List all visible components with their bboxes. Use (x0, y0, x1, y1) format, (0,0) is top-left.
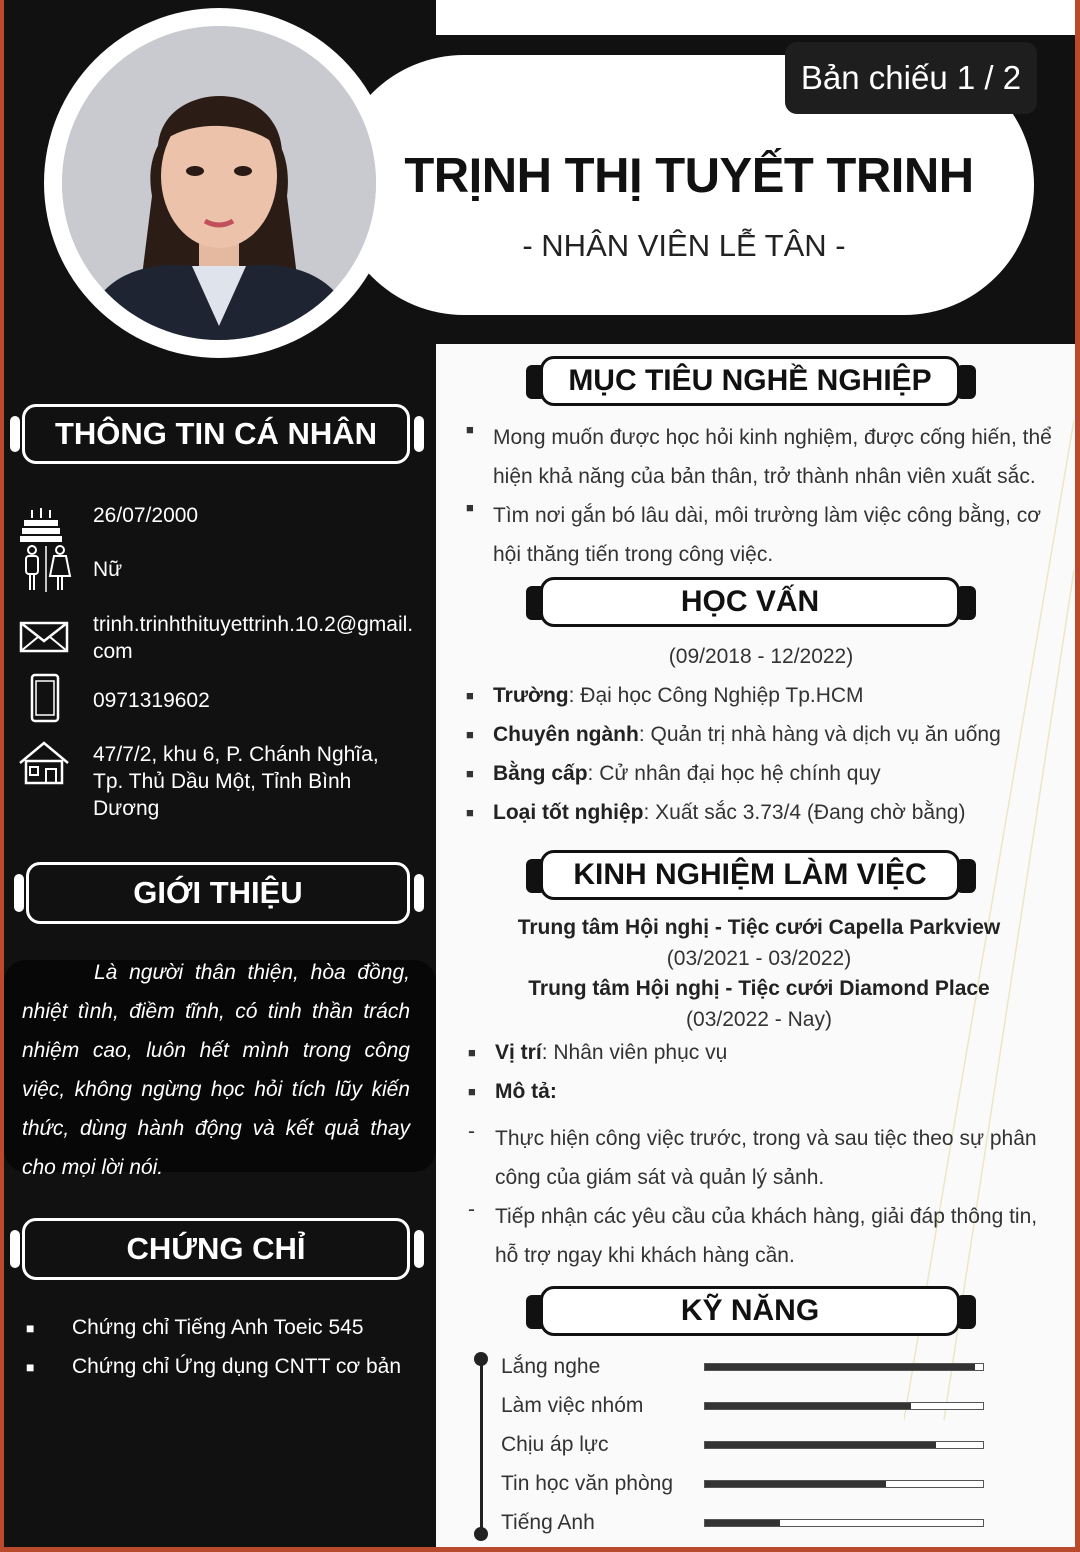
phone-icon (18, 673, 74, 725)
education-period: (09/2018 - 12/2022) (668, 645, 854, 668)
career-goal-title: MỤC TIÊU NGHỀ NGHIỆP (540, 356, 960, 406)
bullet-icon: ■ (466, 805, 474, 820)
certificates-title: CHỨNG CHỈ (126, 1231, 306, 1266)
candidate-name: TRỊNH THỊ TUYẾT TRINH (404, 149, 974, 203)
bullet-icon: ■ (466, 766, 474, 781)
career-goal-line: hội thăng tiến trong công việc. (493, 543, 774, 566)
description-label: Mô tả: (495, 1080, 557, 1103)
skill-label: Lắng nghe (501, 1355, 601, 1378)
skill-bar-fill (705, 1520, 780, 1526)
position-label: Vị trí (495, 1041, 542, 1064)
certificates-heading (22, 1218, 410, 1280)
address-line-3: Dương (93, 797, 160, 820)
skill-label: Chịu áp lực (501, 1433, 609, 1456)
education-item (493, 801, 965, 825)
education-item (493, 684, 864, 708)
skill-bar (704, 1363, 984, 1371)
house-icon (18, 741, 74, 793)
description-line: Thực hiện công việc trước, trong và sau tiệc theo sự phân (495, 1127, 1037, 1150)
gender-icon (18, 544, 74, 596)
introduction-title: GIỚI THIỆU (133, 875, 303, 910)
description-item-1 (495, 1119, 1037, 1197)
experience-heading (526, 850, 976, 900)
email-line-1: trinh.trinhthituyettrinh.10.2@gmail. (93, 613, 414, 636)
heading-tab (414, 416, 424, 452)
email-line-2: com (93, 640, 133, 663)
introduction-text: Là người thân thiện, hòa đồng, nhiệt tình, điềm tĩnh, có tinh thần trách nhiệm cao, luôn hết mình trong công việc, không ngừng học hỏi tích lũy kiến thức, dùng hành động và kết quả thay cho mọi lời nói. (22, 961, 410, 1179)
description-line: hỗ trợ ngay khi khách hàng cần. (495, 1244, 795, 1267)
skill-bar (704, 1441, 984, 1449)
career-goal-line: Tìm nơi gắn bó lâu dài, môi trường làm việc công bằng, cơ (493, 504, 1041, 527)
introduction-heading (26, 862, 410, 924)
address-line-2: Tp. Thủ Dầu Một, Tỉnh Bình (93, 770, 352, 793)
career-goal-line: hiện khả năng của bản thân, trở thành nhân viên xuất sắc. (493, 465, 1036, 488)
career-goal-line: Mong muốn được học hỏi kinh nghiệm, được cống hiến, thể (493, 426, 1052, 449)
skills-title: KỸ NĂNG (540, 1286, 960, 1336)
bullet-icon: ■ (468, 1084, 476, 1099)
heading-tab (14, 874, 24, 912)
education-heading (526, 577, 976, 627)
profile-photo (62, 26, 376, 340)
heading-tab (414, 1230, 424, 1268)
education-label: Loại tốt nghiệp (493, 801, 644, 824)
position-line (495, 1041, 727, 1065)
bullet-icon: ■ (466, 422, 474, 437)
skill-label: Làm việc nhóm (501, 1394, 644, 1417)
company-1: Trung tâm Hội nghị - Tiệc cưới Capella Parkview (517, 916, 1001, 939)
skill-bar-fill (705, 1403, 911, 1409)
skill-bar-fill (705, 1442, 936, 1448)
skills-timeline (480, 1358, 483, 1534)
bullet-icon: ■ (466, 688, 474, 703)
heading-tab (414, 874, 424, 912)
company-2: Trung tâm Hội nghị - Tiệc cưới Diamond Place (528, 977, 990, 1000)
education-value: : Xuất sắc 3.73/4 (Đang chờ bằng) (643, 801, 966, 824)
skill-bar (704, 1402, 984, 1410)
mail-icon (18, 615, 74, 667)
career-goal-heading (526, 356, 976, 406)
education-value: : Quản trị nhà hàng và dịch vụ ăn uống (638, 723, 1001, 746)
timeline-dot (474, 1527, 488, 1541)
bullet-icon: ■ (26, 1320, 35, 1336)
personal-info-title: THÔNG TIN CÁ NHÂN (54, 416, 378, 451)
education-title: HỌC VẤN (540, 577, 960, 627)
education-label: Chuyên ngành (493, 723, 639, 746)
skill-bar-fill (705, 1481, 886, 1487)
education-value: : Đại học Công Nghiệp Tp.HCM (568, 684, 864, 707)
career-goal-item-2 (493, 496, 1041, 574)
description-item-2 (495, 1197, 1037, 1275)
personal-info-heading (22, 404, 410, 464)
dash-bullet: - (468, 1120, 475, 1143)
bullet-icon: ■ (468, 1045, 476, 1060)
education-label: Trường (493, 684, 569, 707)
address-value (93, 741, 433, 822)
education-value: : Cử nhân đại học hệ chính quy (587, 762, 881, 785)
bullet-icon: ■ (466, 727, 474, 742)
bullet-icon: ■ (26, 1359, 35, 1375)
education-item (493, 723, 1001, 747)
skills-heading (526, 1286, 976, 1336)
gender-value: Nữ (93, 558, 123, 581)
resume-page: Bản chiếu 1 / 2 TRỊNH THỊ TUYẾT TRINH - NHÂN VIÊN LỄ TÂN - THÔNG TIN CÁ NHÂN 26/07/2000 Nữ trinh.trinhthituyettrinh.10.2@gmail. com 0971319602 47/7/2, khu 6, P. Chánh Nghĩa, Tp. Thủ Dầu Một, Tỉnh Bình Dương GIỚI THIỆU Là người thân thiện, hòa đồng, nhiệt tình, điềm tĩnh, có tinh thần trách nhiệm cao, luôn hết mình trong công việc, không ngừng học hỏi tích lũy kiến thức, dùng hành động và kết quả thay cho mọi lời nói. CHỨNG CHỈ ■ Chứng chỉ Tiếng Anh Toeic 545 ■ Chứng chỉ Ứng dụng CNTT cơ bản MỤC TIÊU NGHỀ NGHIỆP ■ Mong muốn được học hỏi kinh nghiệm, được cống hiến, thể hiện khả năng của bản thân, trở thành nhân viên xuất sắc. ■ Tìm nơi gắn bó lâu dài, môi trường làm việc công bằng, cơ hội thăng tiến trong công việc. HỌC VẤN (09/2018 - 12/2022) ■ Trường: Đại học Công Nghiệp Tp.HCM ■ Chuyên ngành: Quản trị nhà hàng và dịch vụ ăn uống ■ Bằng cấp: Cử nhân đại học hệ chính quy ■ Loại tốt nghiệp: Xuất sắc 3.73/4 (Đang chờ bằng) KINH NGHIỆM LÀM VIỆC Trung tâm Hội nghị - Tiệc cưới Capella Parkview (03/2021 - 03/2022) Trung tâm Hội nghị - Tiệc cưới Diamond Place (03/2022 - Nay) ■ Vị trí: Nhân viên phục vụ ■ Mô tả: - Thực hiện công việc trước, trong và sau tiệc theo sự phân công của giám sát và quản lý sảnh. - Tiếp nhận các yêu cầu của khách hàng, giải đáp thông tin, hỗ trợ ngay khi khách hàng cần. KỸ NĂNG Lắng nghe Làm việc nhóm Chịu áp lực Tin học văn phòng Tiếng Anh (4, 0, 1075, 1547)
description-line: công của giám sát và quản lý sảnh. (495, 1166, 825, 1189)
skill-bar-fill (705, 1364, 975, 1370)
position-value: : Nhân viên phục vụ (541, 1041, 728, 1064)
heading-tab (10, 1230, 20, 1268)
dash-bullet: - (468, 1198, 475, 1221)
job-title: - NHÂN VIÊN LỄ TÂN - (522, 228, 846, 263)
skill-label: Tin học văn phòng (501, 1472, 674, 1495)
birthday-value: 26/07/2000 (93, 504, 199, 527)
career-goal-item-1 (493, 418, 1052, 496)
email-value[interactable] (93, 611, 433, 665)
skill-label: Tiếng Anh (501, 1511, 595, 1534)
bullet-icon: ■ (466, 500, 474, 515)
education-label: Bằng cấp (493, 762, 588, 785)
top-band (436, 0, 1075, 35)
period-2: (03/2022 - Nay) (686, 1008, 832, 1031)
experience-title: KINH NGHIỆM LÀM VIỆC (540, 850, 960, 900)
skill-bar (704, 1519, 984, 1527)
slide-indicator: Bản chiếu 1 / 2 (785, 42, 1037, 114)
address-line-1: 47/7/2, khu 6, P. Chánh Nghĩa, (93, 743, 379, 766)
skill-bar (704, 1480, 984, 1488)
heading-tab (10, 416, 20, 452)
education-item (493, 762, 881, 786)
period-1: (03/2021 - 03/2022) (666, 947, 852, 970)
phone-value: 0971319602 (93, 689, 210, 712)
timeline-dot (474, 1352, 488, 1366)
description-line: Tiếp nhận các yêu cầu của khách hàng, giải đáp thông tin, (495, 1205, 1038, 1228)
